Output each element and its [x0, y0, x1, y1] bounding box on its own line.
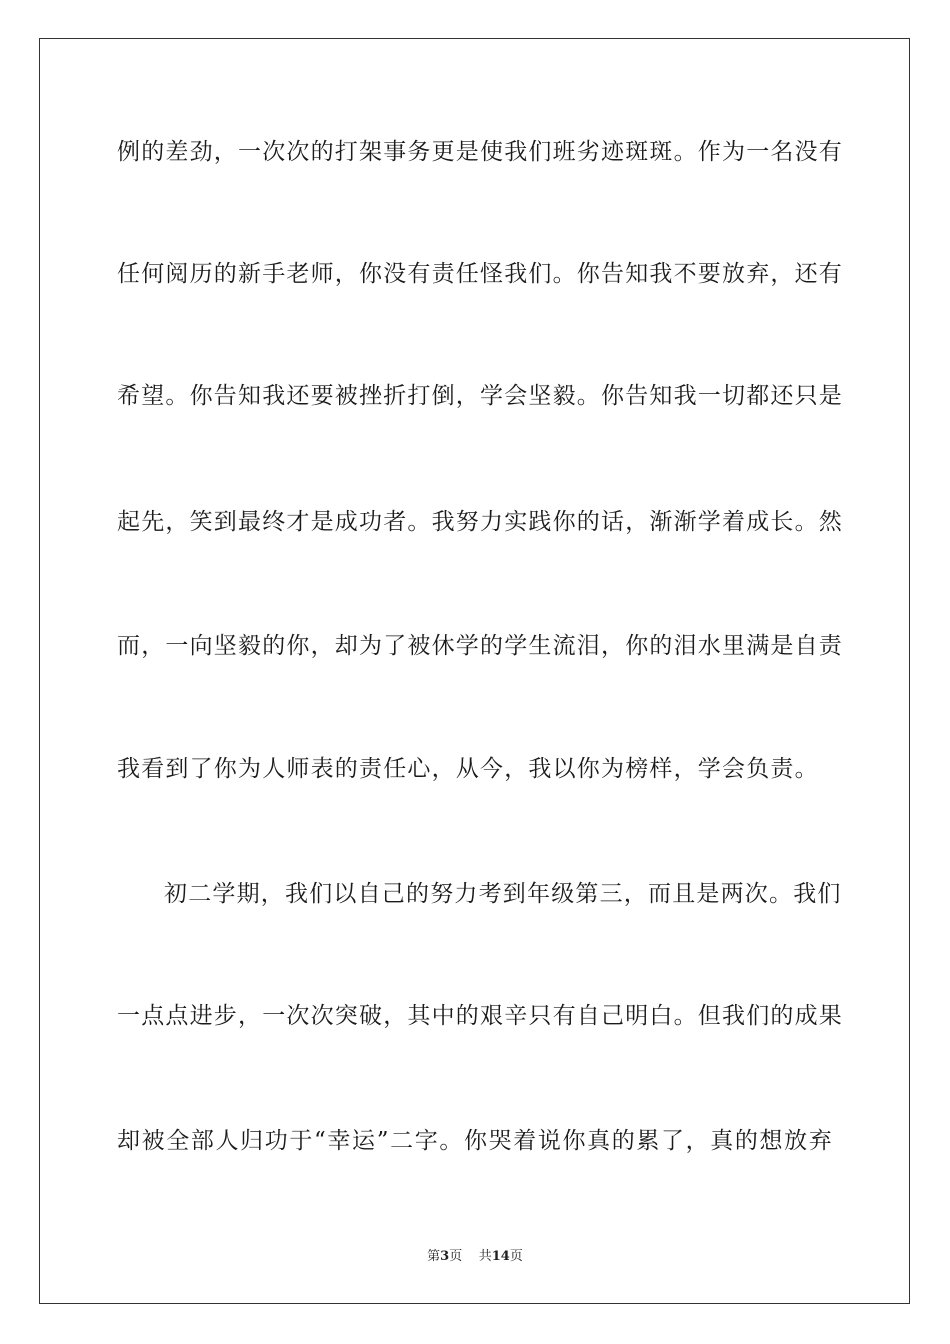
text-line: 起先，笑到最终才是成功者。我努力实践你的话，渐渐学着成长。然 — [117, 509, 843, 535]
text-line: 例的差劲，一次次的打架事务更是使我们班劣迹斑斑。作为一名没有 — [117, 139, 843, 165]
text-line: 希望。你告知我还要被挫折打倒，学会坚毅。你告知我一切都还只是 — [117, 383, 843, 409]
paragraph-first-line: 初二学期，我们以自己的努力考到年级第三，而且是两次。我们 — [164, 881, 842, 907]
page-current: 3 — [440, 1249, 450, 1264]
total-prefix: 共 — [478, 1249, 492, 1264]
text-line: 我看到了你为人师表的责任心，从今，我以你为榜样，学会负责。 — [117, 756, 819, 782]
text-line: 一点点进步，一次次突破，其中的艰辛只有自己明白。但我们的成果 — [117, 1003, 843, 1029]
page-prefix: 第 — [427, 1249, 441, 1264]
text-line: 却被全部人归功于“幸运”二字。你哭着说你真的累了，真的想放弃 — [117, 1128, 833, 1154]
total-suffix: 页 — [509, 1249, 523, 1264]
text-line: 任何阅历的新手老师，你没有责任怪我们。你告知我不要放弃，还有 — [117, 261, 843, 287]
page-border — [39, 38, 910, 1304]
page-suffix: 页 — [449, 1249, 463, 1264]
text-line: 而，一向坚毅的你，却为了被休学的学生流泪，你的泪水里满是自责 — [117, 633, 843, 659]
page-total: 14 — [491, 1249, 510, 1264]
page-footer — [0, 1248, 950, 1266]
